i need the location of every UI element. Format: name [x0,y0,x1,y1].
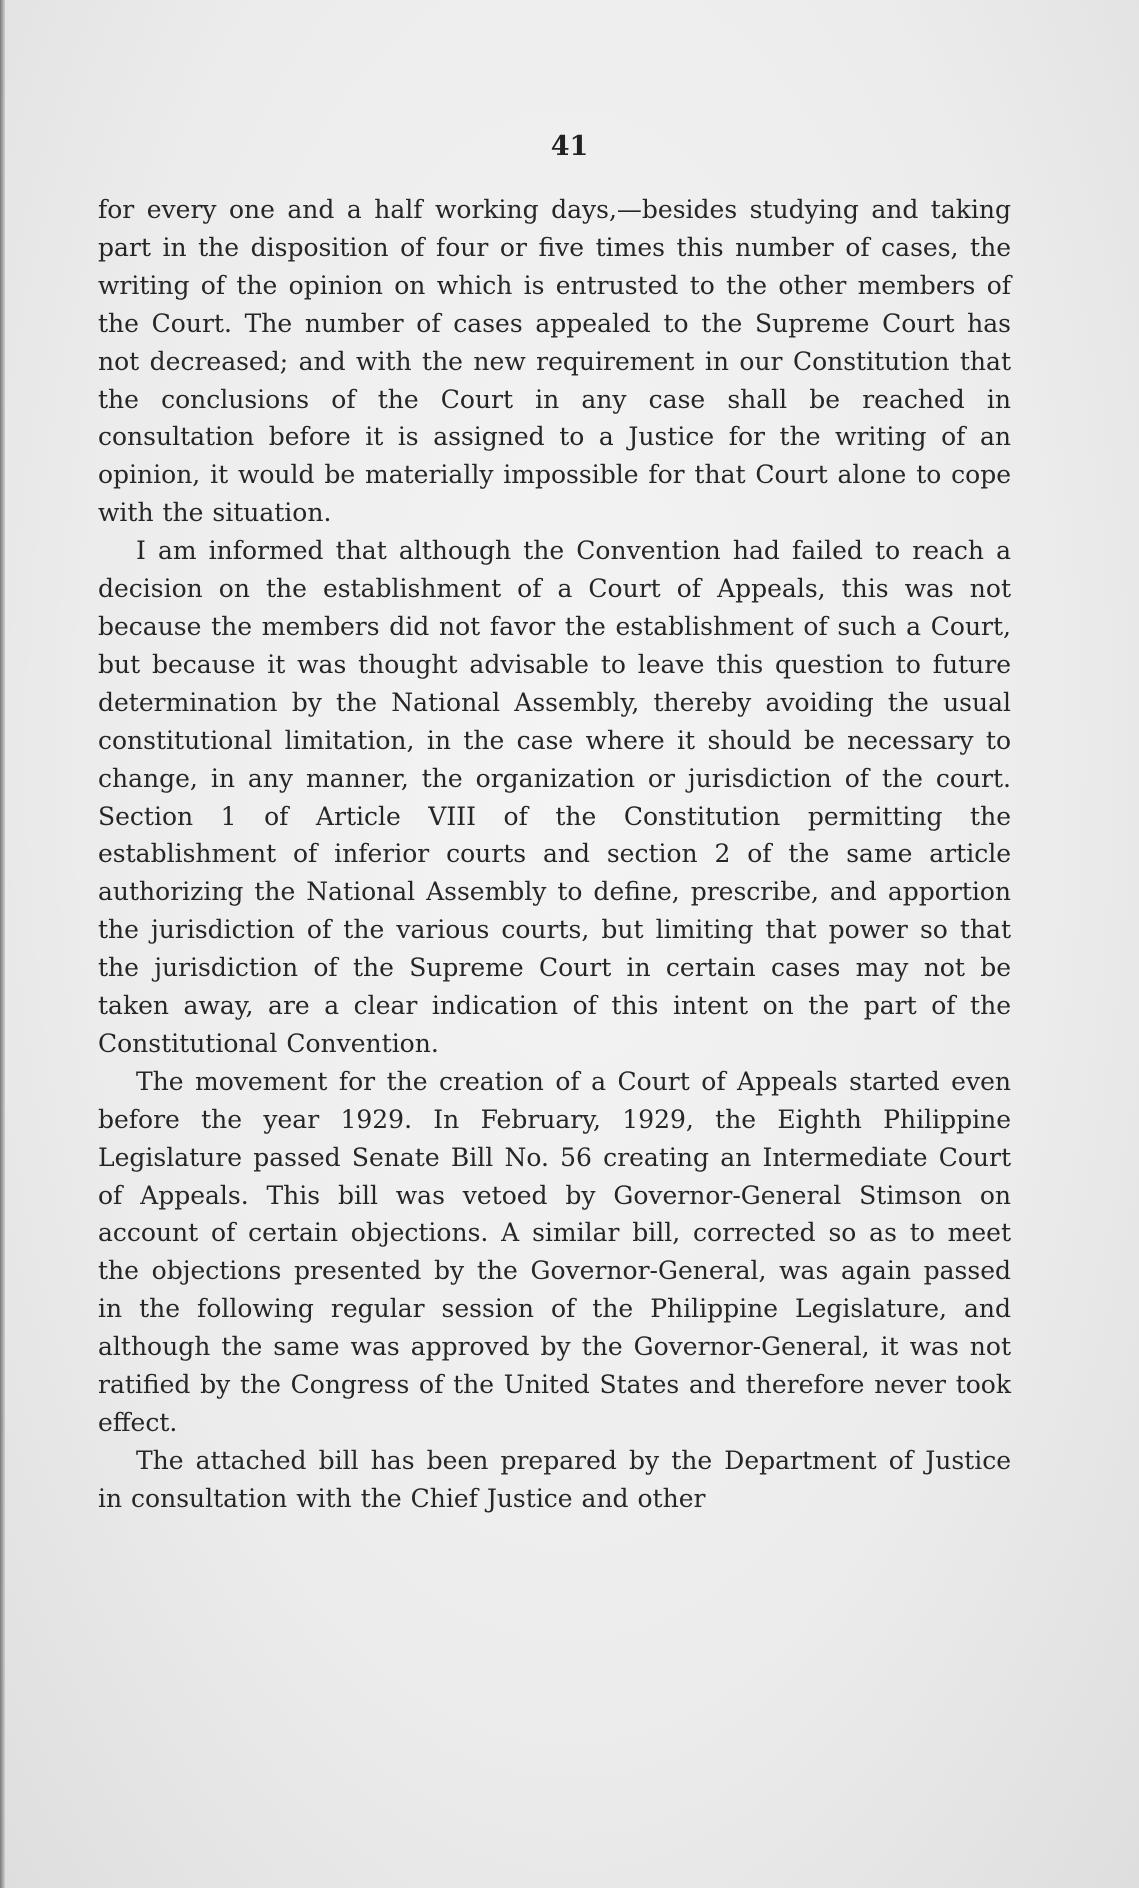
paragraph-attached-bill: The attached bill has been prepared by the Department of Justice in consultation with the Chief Justice and other [98,1445,1011,1513]
page-edge-shadow [0,0,5,1888]
paragraph-continuation: for every one and a half working days,—besides studying and taking part in the disposition of four or five times this number of cases, the writing of the opinion on which is entrusted to the other members of the Court. The number of cases appealed to the Supreme Court has not decreased; and with the new requirement in our Constitution that the conclusions of the Court in any case shall be reached in consultation before it is assigned to a Justice for the writing of an opinion, it would be materially impossible for that Court alone to cope with the situation. [98,195,1011,528]
page-number: 41 [550,131,589,162]
body-text [98,191,1011,1518]
paragraph-convention: I am informed that although the Convention had failed to reach a decision on the establishment of a Court of Appeals, this was not because the members did not favor the establishment of such a Court, but because it was thought advisable to leave this question to future determination by the National Assembly, thereby avoiding the usual constitutional limitation, in the case where it should be necessary to change, in any manner, the organization or jurisdiction of the court. Section 1 of Article VIII of the Constitution permitting the establishment of inferior courts and section 2 of the same article authorizing the National Assembly to define, prescribe, and apportion the jurisdiction of the various courts, but limiting that power so that the jurisdiction of the Supreme Court in certain cases may not be taken away, are a clear indication of this intent on the part of the Constitutional Convention. [98,536,1011,1058]
paragraph-movement: The movement for the creation of a Court of Appeals started even before the year 1929. In February, 1929, the Eighth Philippine Legislature passed Senate Bill No. 56 creating an Intermediate Court of Appeals. This bill was vetoed by Governor-General Stimson on account of certain objections. A similar bill, corrected so as to meet the objections presented by the Governor-General, was again passed in the following regular session of the Philippine Legislature, and although the same was approved by the Governor-General, it was not ratified by the Congress of the United States and therefore never took effect. [98,1066,1011,1437]
